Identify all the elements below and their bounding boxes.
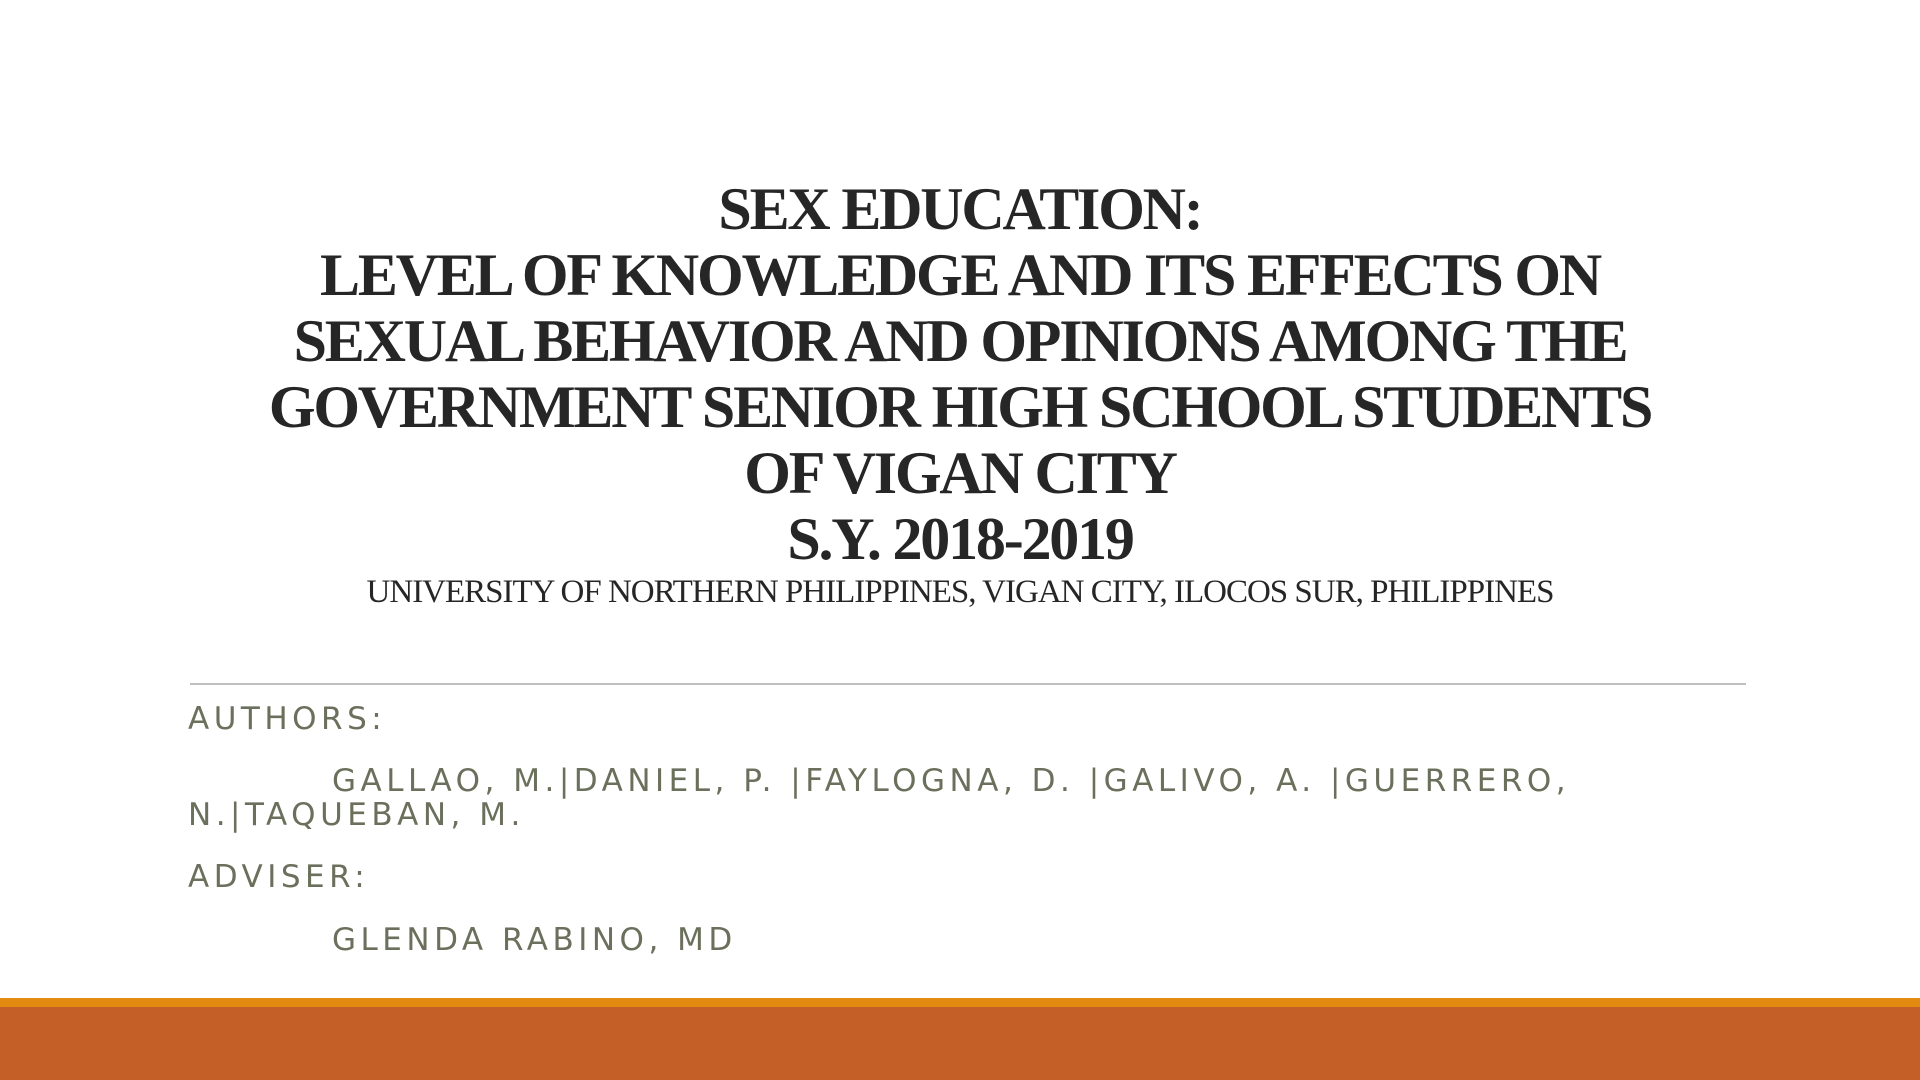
footer-accent-stripe	[0, 998, 1920, 1007]
title-line-1: SEX EDUCATION:	[718, 176, 1202, 242]
footer-bar	[0, 1007, 1920, 1080]
title-line-4: GOVERNMENT SENIOR HIGH SCHOOL STUDENTS	[268, 374, 1652, 440]
title-line-6: S.Y. 2018-2019	[787, 506, 1133, 572]
adviser-heading: ADVISER:	[188, 859, 370, 895]
affiliation-line: UNIVERSITY OF NORTHERN PHILIPPINES, VIGAN CITY, ILOCOS SUR, PHILIPPINES	[366, 574, 1554, 610]
authors-list-line-1: GALLAO, M.|DANIEL, P. |FAYLOGNA, D. |GALIVO, A. |GUERRERO,	[332, 763, 1571, 799]
divider	[190, 683, 1746, 685]
title-line-2: LEVEL OF KNOWLEDGE AND ITS EFFECTS ON	[320, 242, 1600, 308]
authors-list-line-2: N.|TAQUEBAN, M.	[188, 797, 525, 833]
title-block	[190, 176, 1730, 612]
title-line-5: OF VIGAN CITY	[744, 440, 1176, 506]
authors-heading: AUTHORS:	[188, 701, 387, 737]
title-line-3: SEXUAL BEHAVIOR AND OPINIONS AMONG THE	[293, 308, 1627, 374]
adviser-name: GLENDA RABINO, MD	[332, 922, 737, 958]
